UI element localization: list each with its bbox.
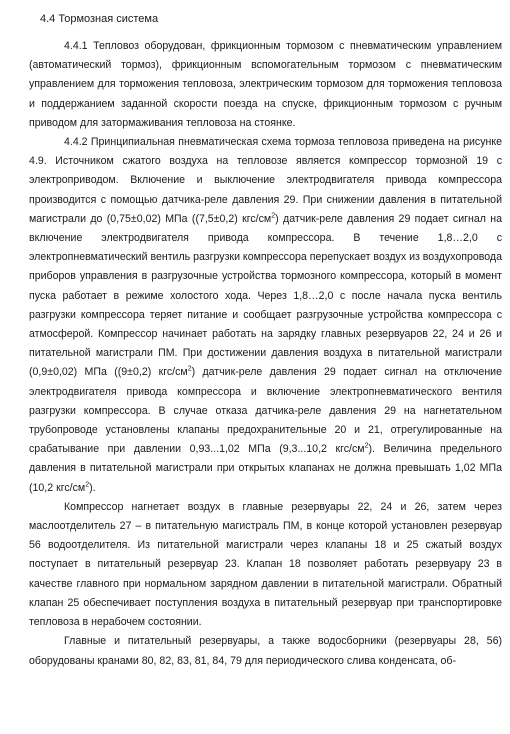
superscript: 2: [364, 442, 369, 450]
superscript: 2: [187, 365, 192, 373]
paragraph-text: ). Величина предельного давления в питательной магистрали при открытых клапанах не должна превышать 1,02 МПа (10,2 кгс/см: [29, 443, 502, 494]
paragraph-4-4-2: [29, 133, 502, 498]
paragraph-text: 4.4.2 Принципиальная пневматическая схема тормоза тепловоза приведена на рисунке 4.9. Источником сжатого воздуха на тепловозе является компрессор тормозной 19 с электроприводом. Включение и выключение электродвигателя привода компрессора производится с помощью датчика-реле давления 29. При снижении давления в питательной магистрали до (0,75±0,02) МПа ((7,5±0,2) кгс/см: [29, 136, 502, 225]
superscript: 2: [85, 481, 90, 489]
superscript: 2: [271, 212, 276, 220]
section-heading: 4.4 Тормозная система: [40, 13, 159, 25]
paragraph-text: ).: [89, 481, 96, 494]
paragraph-text: ) датчик-реле давления 29 подает сигнал на отключение электродвигателя привода компрессора и включение электропневматического вентиля разгрузки компрессора. В случае отказа датчика-реле давления 29 на нагнетательном трубопроводе установлены клапаны предохранительные 20 и 21, отрегулированные на срабатывание при давлении 0,93...1,02 МПа (9,3...10,2 кгс/см: [29, 366, 502, 456]
paragraph-4-4-1: 4.4.1 Тепловоз оборудован, фрикционным тормозом с пневматическим управлением (автоматический тормоз), фрикционным вспомогательным тормозом с пневматическим управлением для торможения тепловоза, электрическим тормозом для торможения тепловоза и поддержанием заданной скорости поезда на спуске, фрикционным тормозом с ручным приводом для затормаживания тепловоза на стоянке.: [29, 40, 502, 129]
paragraph-reservoirs: Главные и питательный резервуары, а также водосборники (резервуары 28, 56) оборудованы кранами 80, 82, 83, 81, 84, 79 для периодического слива конденсата, об-: [29, 635, 502, 667]
paragraph-compressor: Компрессор нагнетает воздух в главные резервуары 22, 24 и 26, затем через маслоотделитель 27 – в питательную магистраль ПМ, в конце которой установлен резервуар 56 водоотделителя. Из питательной магистрали через клапаны 18 и 25 сжатый воздух поступает в питательный резервуар 23. Клапан 18 позволяет работать резервуару 23 в качестве главного при нормальном зарядном давлении в питательной магистрали. Обратный клапан 25 обеспечивает поступления воздуха в питательный резервуар при транспортировке тепловоза в нерабочем состоянии.: [29, 500, 502, 629]
paragraph-text: ) датчик-реле давления 29 подает сигнал на включение электродвигателя привода компрессора. В течение 1,8…2,0 с электропневматический вентиль разгрузки компрессора перепускает воздух из воздухопровода приборов управления в разгрузочные устройства тормозного компрессора, который в момент пуска работает в режиме холостого хода. Через 1,8…2,0 с после начала пуска вентиль разгрузки компрессора теряет питание и сообщает разгрузочные устройства компрессора с атмосферой. Компрессор начинает работать на зарядку главных резервуаров 22, 24 и 26 и питательной магистрали ПМ. При достижении давления воздуха в питательной магистрали (0,9±0,02) МПа ((9±0,2) кгс/см: [29, 212, 502, 379]
